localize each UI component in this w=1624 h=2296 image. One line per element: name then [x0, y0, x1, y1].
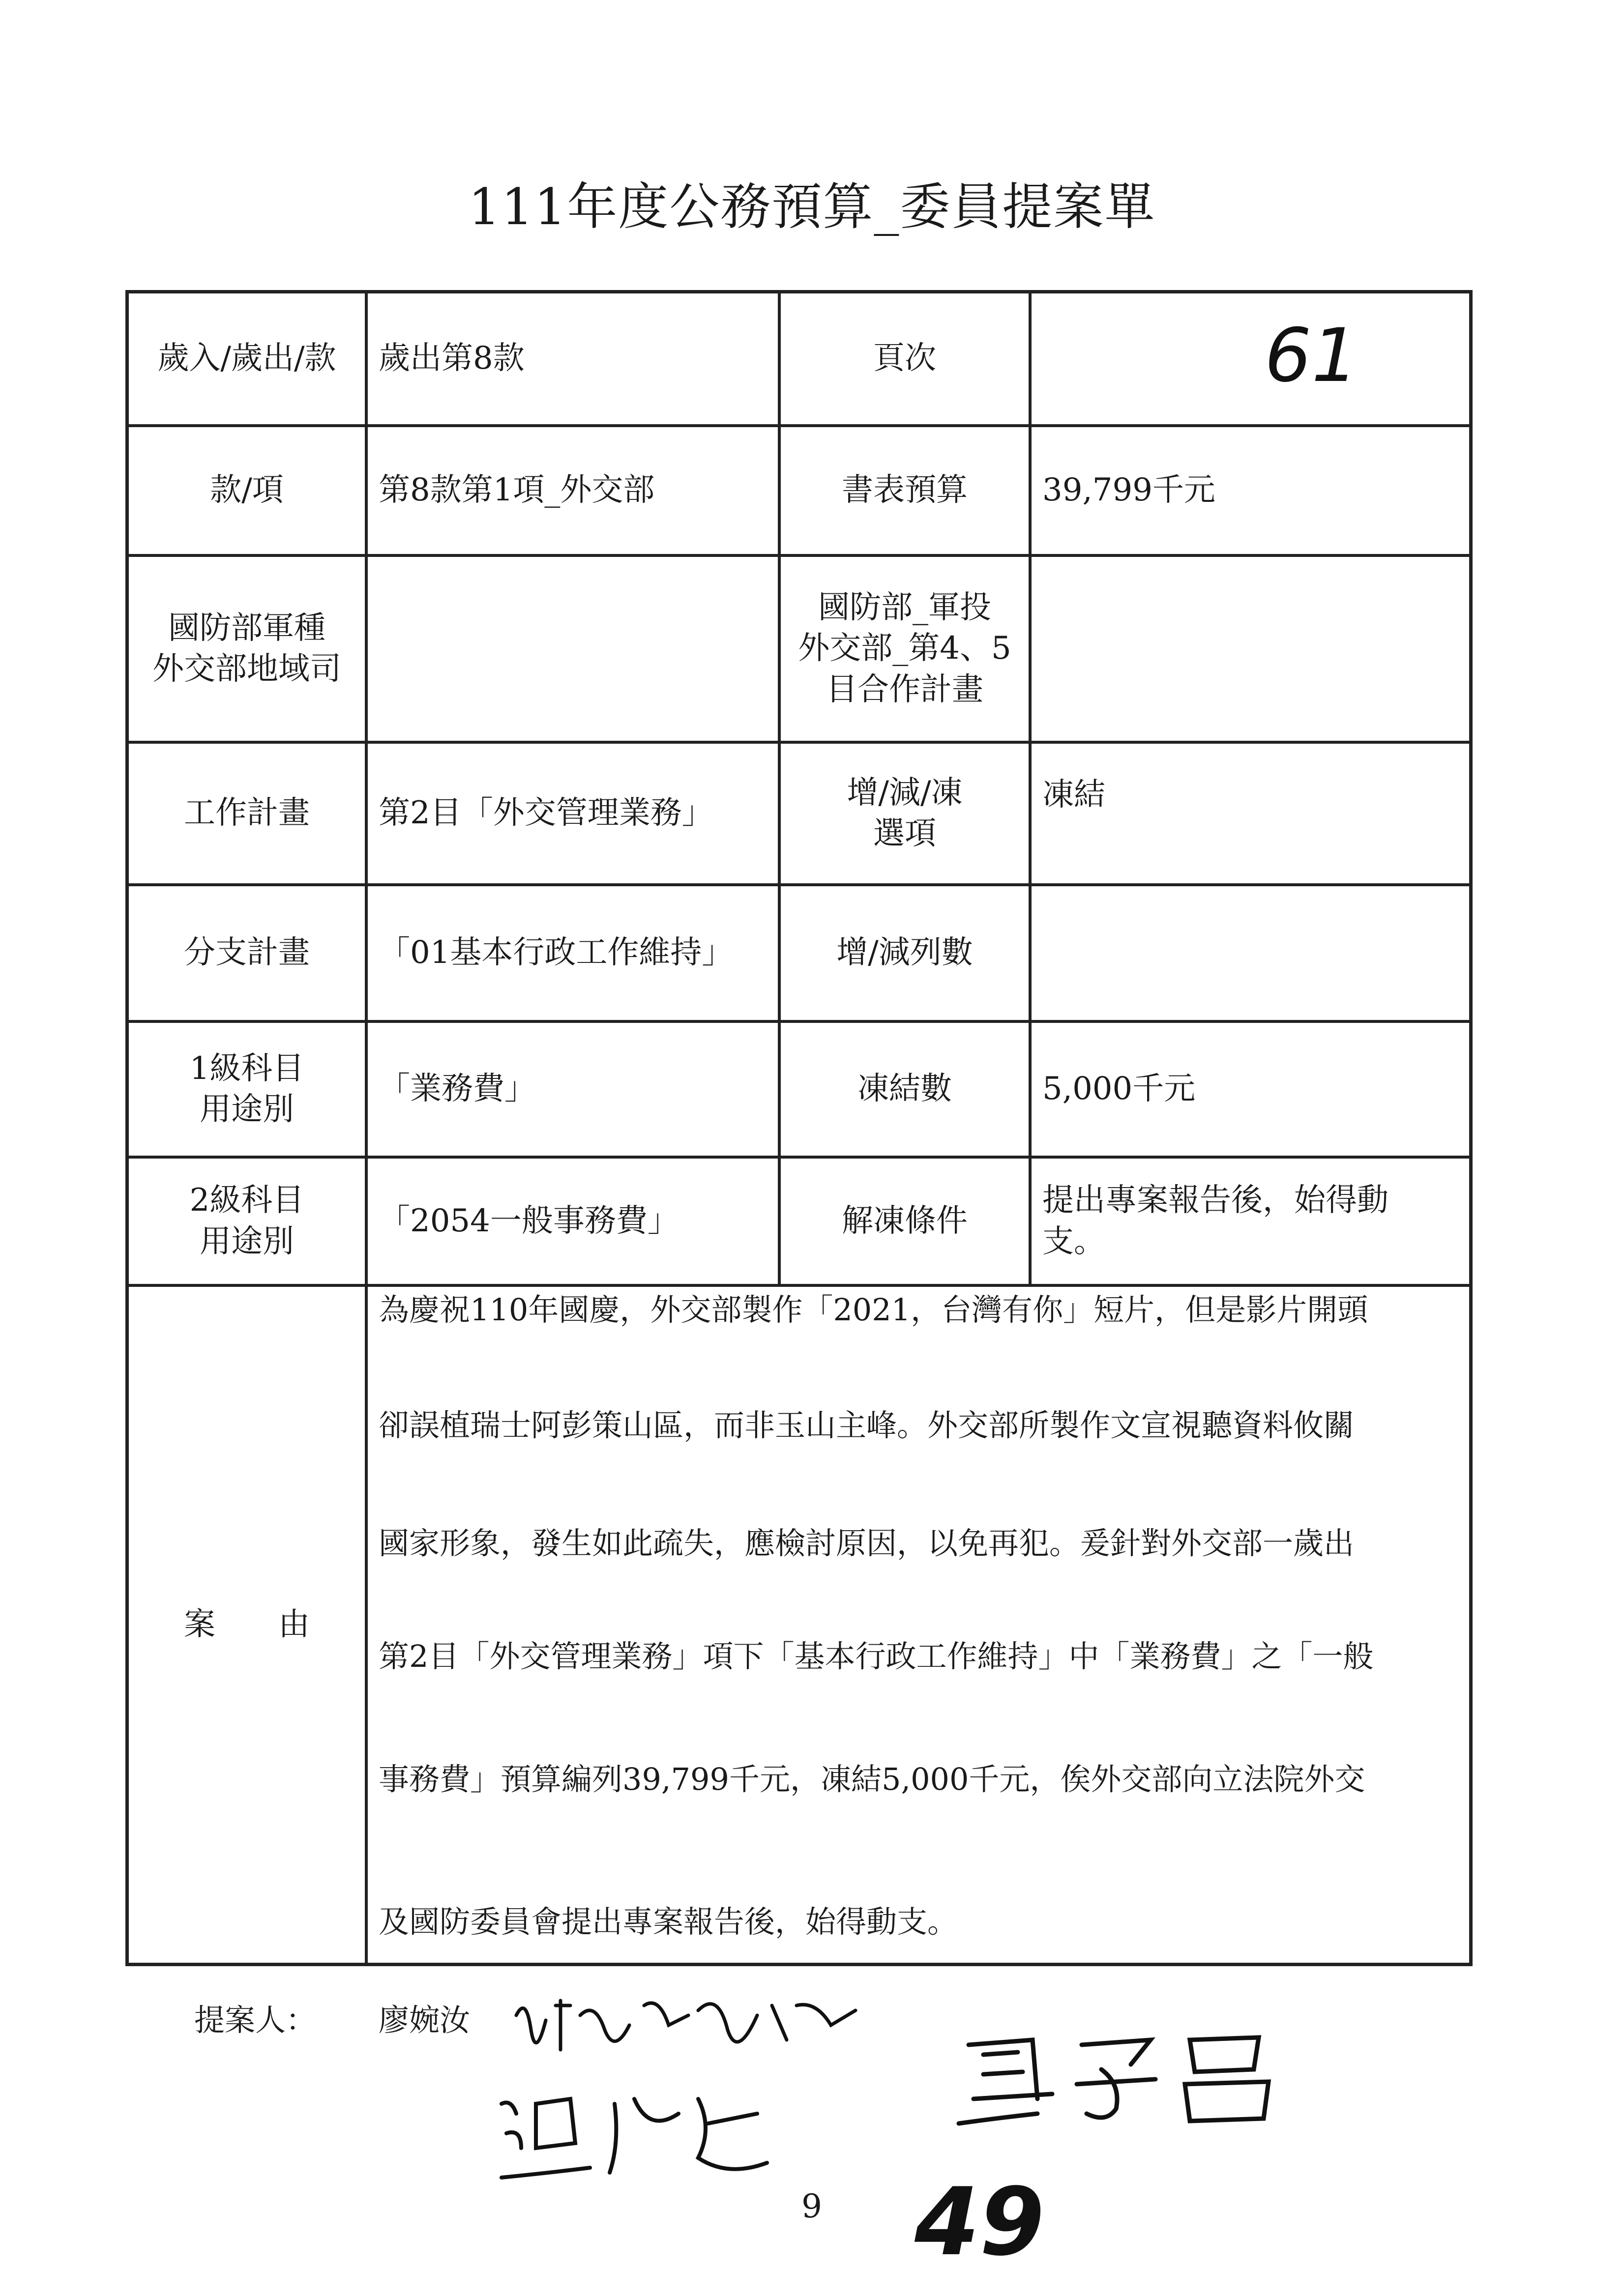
reason-line: 及國防委員會提出專案報告後，始得動支。 — [379, 1904, 958, 1940]
handwritten-page-number: 61 — [1265, 313, 1358, 399]
row-value-option: 凍結 — [1042, 777, 1105, 814]
row-label-budget-type: 歲入/歲出/款 — [157, 340, 336, 377]
signature-3 — [954, 2025, 1298, 2133]
proposal-table — [125, 290, 1473, 1966]
row-label-page: 頁次 — [873, 340, 936, 377]
row-value-level1-subject: 「業務費」 — [379, 1071, 536, 1107]
row-label-section: 款/項 — [210, 472, 284, 509]
row-value-freeze-amount: 5,000千元 — [1042, 1071, 1196, 1107]
row-label-branch-plan: 分支計畫 — [184, 934, 310, 971]
row-label-unfreeze-condition: 解凍條件 — [842, 1202, 968, 1239]
row-label-cooperation: 國防部_軍投 外交部_第4、5 目合作計畫 — [798, 589, 1011, 708]
signature-1 — [511, 1986, 865, 2069]
reason-line: 事務費」預算編列39,799千元，凍結5,000千元，俟外交部向立法院外交 — [379, 1761, 1365, 1797]
reason-line: 第2目「外交管理業務」項下「基本行政工作維持」中「業務費」之「一般 — [379, 1638, 1374, 1674]
row-value-department — [368, 557, 778, 741]
row-value-unfreeze-condition: 提出專案報告後，始得動 支。 — [1042, 1182, 1388, 1260]
row-value-change-amount — [1032, 886, 1469, 1020]
row-value-budget-type: 歲出第8款 — [379, 340, 525, 377]
row-value-work-plan: 第2目「外交管理業務」 — [379, 795, 713, 832]
handwritten-number: 49 — [915, 2168, 1045, 2276]
row-label-work-plan: 工作計畫 — [184, 795, 310, 832]
reason-line: 卻誤植瑞士阿彭策山區，而非玉山主峰。外交部所製作文宣視聽資料攸關 — [379, 1407, 1355, 1443]
row-label-option: 增/減/凍 選項 — [847, 774, 963, 852]
row-label-freeze-amount: 凍結數 — [857, 1071, 952, 1107]
row-value-branch-plan: 「01基本行政工作維持」 — [379, 934, 734, 971]
reason-label: 案 由 — [184, 1606, 310, 1643]
row-label-level2-subject: 2級科目 用途別 — [189, 1182, 304, 1260]
row-label-level1-subject: 1級科目 用途別 — [189, 1050, 304, 1128]
proposer-name: 廖婉汝 — [379, 2002, 471, 2038]
row-value-level2-subject: 「2054一般事務費」 — [379, 1202, 679, 1239]
row-value-section: 第8款第1項_外交部 — [379, 472, 655, 509]
row-label-change-amount: 增/減列數 — [836, 934, 973, 971]
page-number: 9 — [801, 2187, 822, 2225]
proposer-label: 提案人： — [194, 2002, 317, 2038]
signature-2 — [492, 2084, 787, 2192]
reason-line: 為慶祝110年國慶，外交部製作「2021，台灣有你」短片，但是影片開頭 — [379, 1292, 1368, 1328]
reason-line: 國家形象，發生如此疏失，應檢討原因，以免再犯。爰針對外交部一歲出 — [379, 1525, 1355, 1561]
row-value-report-budget: 39,799千元 — [1042, 472, 1215, 509]
form-title: 111年度公務預算_委員提案單 — [468, 178, 1156, 236]
row-label-department: 國防部軍種 外交部地域司 — [152, 610, 341, 687]
row-label-report-budget: 書表預算 — [842, 472, 968, 509]
row-value-cooperation — [1032, 557, 1469, 741]
